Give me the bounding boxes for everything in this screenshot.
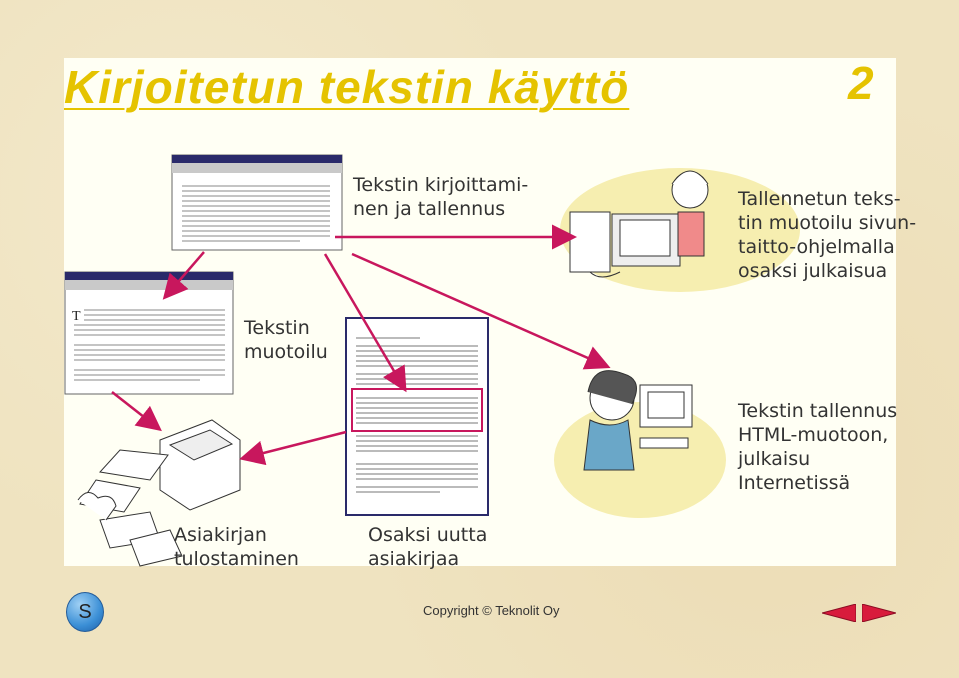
prev-arrow-icon[interactable]: [822, 604, 856, 622]
svg-text:T: T: [72, 309, 81, 324]
label-html: Tekstin tallennus HTML-muotoon, julkaisu Internetissä: [738, 400, 898, 494]
label-layout: Tallennetun teks- tin muotoilu sivun- taitto-ohjelmalla osaksi julkaisua: [738, 188, 917, 282]
copyright-text: Copyright © Teknolit Oy: [423, 603, 560, 618]
slide-number: 2: [848, 57, 874, 109]
word-window-top: [172, 155, 342, 250]
page-document: [346, 318, 488, 515]
html-workstation-illustration: [554, 371, 726, 518]
next-arrow-icon[interactable]: [862, 604, 896, 622]
page-title: Kirjoitetun tekstin käyttö: [64, 61, 630, 113]
label-writing: Tekstin kirjoittami- nen ja tallennus: [353, 174, 529, 220]
label-printing: Asiakirjan tulostaminen: [174, 524, 299, 570]
label-formatting: Tekstin muotoilu: [244, 317, 328, 363]
label-part: Osaksi uutta asiakirjaa: [368, 524, 488, 570]
s-button[interactable]: S: [66, 592, 104, 632]
word-window-formatted: [65, 272, 233, 394]
